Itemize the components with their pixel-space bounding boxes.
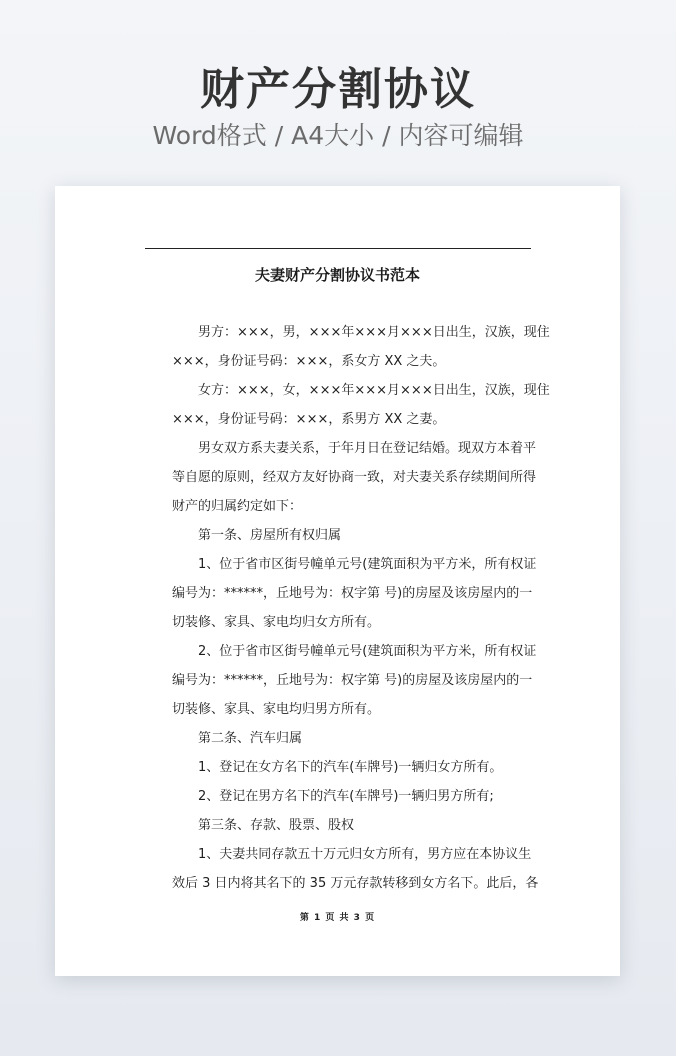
- body-line: 男女双方系夫妻关系，于年月日在登记结婚。现双方本着平: [198, 441, 537, 456]
- body-line: 女方：×××，女，×××年×××月×××日出生，汉族，现住: [198, 383, 550, 398]
- header-rule: [145, 248, 531, 249]
- body-line: 2、位于省市区街号幢单元号(建筑面积为平方米，所有权证: [198, 644, 537, 659]
- banner-title: 财产分割协议: [200, 64, 476, 115]
- body-line: 男方：×××，男，×××年×××月×××日出生，汉族，现住: [198, 325, 550, 340]
- body-line: 第一条、房屋所有权归属: [198, 528, 342, 543]
- body-line: 切装修、家具、家电均归男方所有。: [172, 702, 381, 717]
- body-line: 第三条、存款、股票、股权: [198, 818, 355, 833]
- document-title: 夫妻财产分割协议书范本: [254, 266, 420, 284]
- body-line: 切装修、家具、家电均归女方所有。: [172, 615, 381, 630]
- body-line: 编号为：******，丘地号为：权字第 号)的房屋及该房屋内的一: [172, 586, 533, 601]
- body-line: 第二条、汽车归属: [198, 731, 303, 746]
- document-body: [172, 318, 550, 898]
- body-line: 2、登记在男方名下的汽车(车牌号)一辆归男方所有;: [198, 789, 494, 804]
- body-line: 1、位于省市区街号幢单元号(建筑面积为平方米，所有权证: [198, 557, 537, 572]
- banner-subtitle: Word格式 / A4大小 / 内容可编辑: [152, 121, 524, 150]
- body-line: 编号为：******，丘地号为：权字第 号)的房屋及该房屋内的一: [172, 673, 533, 688]
- body-line: 效后 3 日内将其名下的 35 万元存款转移到女方名下。此后，各: [172, 876, 539, 891]
- body-line: 财产的归属约定如下：: [172, 499, 303, 514]
- page-footer: 第 1 页 共 3 页: [299, 913, 376, 923]
- body-line: ×××，身份证号码：×××，系女方 XX 之夫。: [172, 354, 446, 369]
- document-page: [55, 186, 620, 976]
- body-line: 等自愿的原则，经双方友好协商一致，对夫妻关系存续期间所得: [172, 470, 537, 485]
- body-line: 1、夫妻共同存款五十万元归女方所有，男方应在本协议生: [198, 847, 532, 862]
- body-line: ×××，身份证号码：×××，系男方 XX 之妻。: [172, 412, 446, 427]
- body-line: 1、登记在女方名下的汽车(车牌号)一辆归女方所有。: [198, 760, 503, 775]
